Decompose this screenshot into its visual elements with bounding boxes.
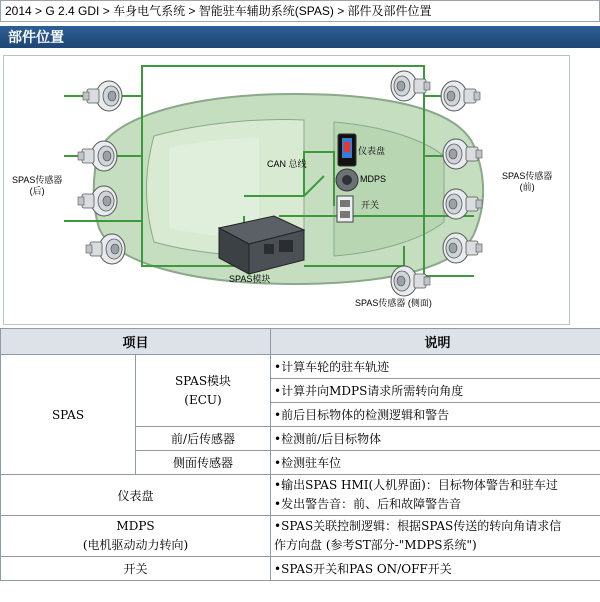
front-rear-sensor-desc: •检测前/后目标物体 — [271, 427, 600, 451]
cluster-label: 仪表盘 — [358, 146, 386, 156]
spas-module-desc-1: •计算车轮的驻车轨迹 — [271, 355, 600, 379]
front-sensor-2 — [441, 81, 480, 111]
table-row — [1, 557, 600, 581]
rear-sensor-2 — [78, 141, 117, 171]
spas-module-label: SPAS模块 — [229, 274, 271, 284]
rear-sensor-1 — [83, 81, 122, 111]
mdps-component — [336, 169, 358, 191]
header-item: 项目 — [1, 329, 271, 355]
side-sensor-desc: •检测驻车位 — [271, 451, 600, 475]
side-sensor-label: SPAS传感器 (侧面) — [355, 298, 432, 308]
spas-module-desc-3: •前后目标物体的检测逻辑和警告 — [271, 403, 600, 427]
table-header-row — [1, 329, 600, 355]
mdps-desc: •SPAS关联控制逻辑：根据SPAS传送的转向角请求信 作方向盘 (参考ST部分-"MDPS系统") — [271, 516, 600, 557]
can-bus-label: CAN 总线 — [267, 159, 307, 169]
front-rear-sensor-cell: 前/后传感器 — [136, 427, 271, 451]
mdps-label: MDPS — [360, 174, 387, 184]
header-description: 说明 — [271, 329, 600, 355]
side-sensor-cell: 侧面传感器 — [136, 451, 271, 475]
cluster-cell: 仪表盘 — [1, 475, 271, 516]
spas-cell: SPAS — [1, 355, 136, 475]
table-row — [1, 475, 600, 516]
rear-sensor-4 — [86, 234, 125, 264]
front-sensor-label: SPAS传感器 (前) — [502, 171, 553, 192]
rear-sensor-label: SPAS传感器 (后) — [12, 175, 63, 196]
breadcrumb: 2014 > G 2.4 GDI > 车身电气系统 > 智能驻车辅助系统(SPAS) > 部件及部件位置 — [0, 0, 600, 22]
section-title: 部件位置 — [0, 26, 600, 48]
table-row — [1, 516, 600, 557]
switch-label: 开关 — [361, 200, 380, 210]
cluster-component — [338, 134, 356, 166]
component-table — [0, 328, 600, 581]
component-location-figure — [3, 55, 570, 325]
front-sensor-5 — [443, 233, 482, 263]
spas-module-desc-2: •计算并向MDPS请求所需转向角度 — [271, 379, 600, 403]
switch-cell: 开关 — [1, 557, 271, 581]
mdps-cell: MDPS (电机驱动动力转向) — [1, 516, 271, 557]
switch-component — [337, 196, 353, 222]
switch-desc: •SPAS开关和PAS ON/OFF开关 — [271, 557, 600, 581]
vehicle-diagram — [4, 56, 569, 324]
cluster-desc: •输出SPAS HMI(人机界面)：目标物体警告和驻车过 •发出警告音：前、后和故障警告音 — [271, 475, 600, 516]
spas-module-cell: SPAS模块 (ECU) — [136, 355, 271, 427]
rear-sensor-3 — [78, 186, 117, 216]
table-row — [1, 355, 600, 379]
